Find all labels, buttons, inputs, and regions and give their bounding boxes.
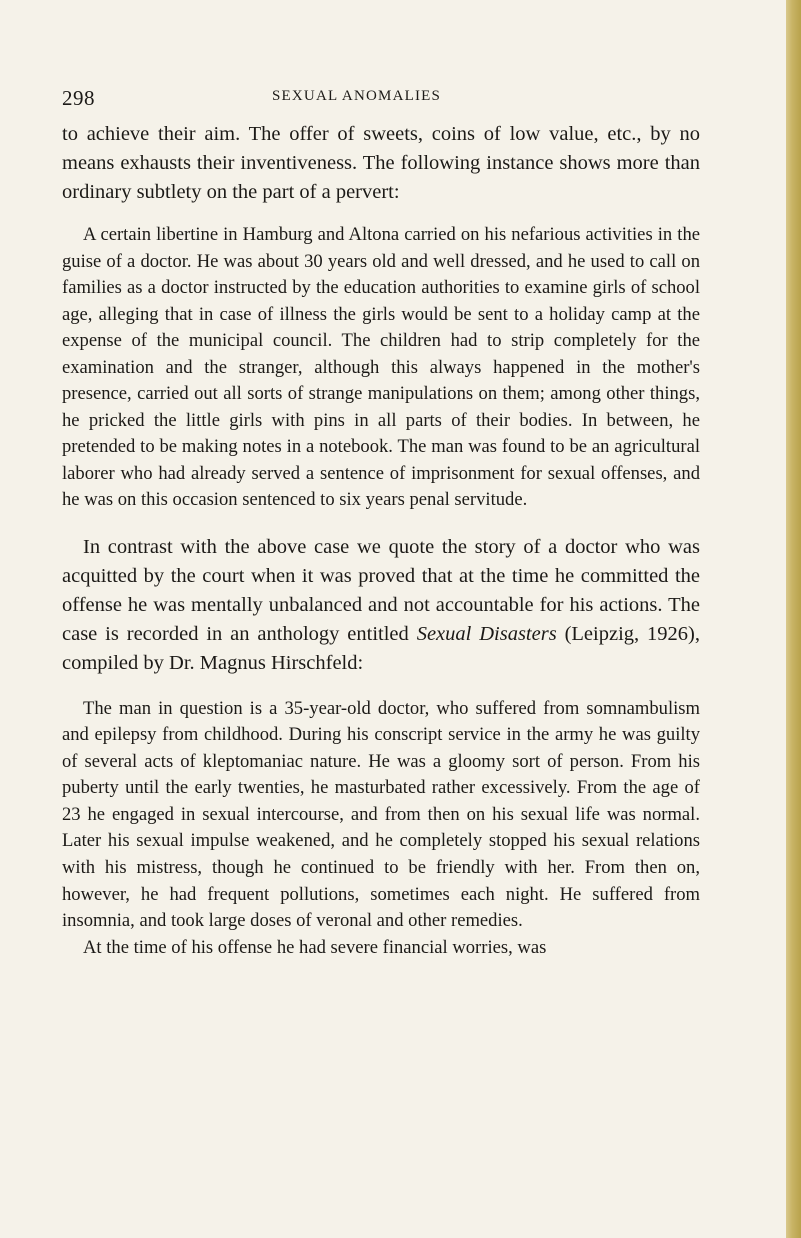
paragraph-4-extract: The man in question is a 35-year-old doctor, who suffered from somnambulism and epilepsy from childhood. During his conscript service in the army he was guilty of several acts of kleptomaniac nature. He was a gloomy sort of person. From his puberty until the early twenties, he masturbated rather excessively. From the age of 23 he engaged in sexual intercourse, and from then on his sexual life was normal. Later his sexual impulse weakened, and he completely stopped his sexual relations with his mistress, though he continued to be friendly with her. From then on, however, he had frequent pollutions, sometimes each night. He suffered from insomnia, and took large doses of veronal and other remedies. [62, 697, 700, 932]
paragraph-1: to achieve their aim. The offer of sweets, coins of low value, etc., by no means exhausts their inventiveness. The following instance shows more than ordinary subtlety on the part of a pervert: [62, 123, 700, 203]
book-title: Sexual Disasters [416, 623, 557, 646]
page-edge [786, 0, 801, 1238]
body-text [62, 120, 700, 961]
paragraph-3-text-after: (Leipzig, 1926), compiled by Dr. Magnus Hirschfeld: [62, 623, 700, 675]
page-number: 298 [62, 86, 95, 110]
paragraph-2-extract: A certain libertine in Hamburg and Altona carried on his nefarious activities in the guise of a doctor. He was about 30 years old and well dressed, and he used to call on families as a doctor instructed by the education authorities to examine girls of school age, alleging that in case of illness the girls would be sent to a holiday camp at the expense of the municipal council. The children had to strip completely for the examination and the stranger, although this always happened in the mother's presence, carried out all sorts of strange manipulations on them; among other things, he pricked the little girls with pins in all parts of their bodies. In between, he pretended to be making notes in a notebook. The man was found to be an agricultural laborer who had already served a sentence of imprisonment for sexual offenses, and he was on this occasion sentenced to six years penal servitude. [62, 224, 700, 510]
page-header [62, 86, 702, 112]
paragraph-3 [62, 533, 700, 679]
running-head: SEXUAL ANOMALIES [272, 88, 442, 104]
paragraph-5-extract: At the time of his offense he had severe financial worries, was [83, 936, 547, 958]
paragraph-3-text-before: In contrast with the above case we quote the story of a doctor who was acquitted by the court when it was proved that at the time he committed the offense he was mentally unbalanced and not accountable for his actions. The case is recorded in an anthology entitled [62, 535, 700, 646]
